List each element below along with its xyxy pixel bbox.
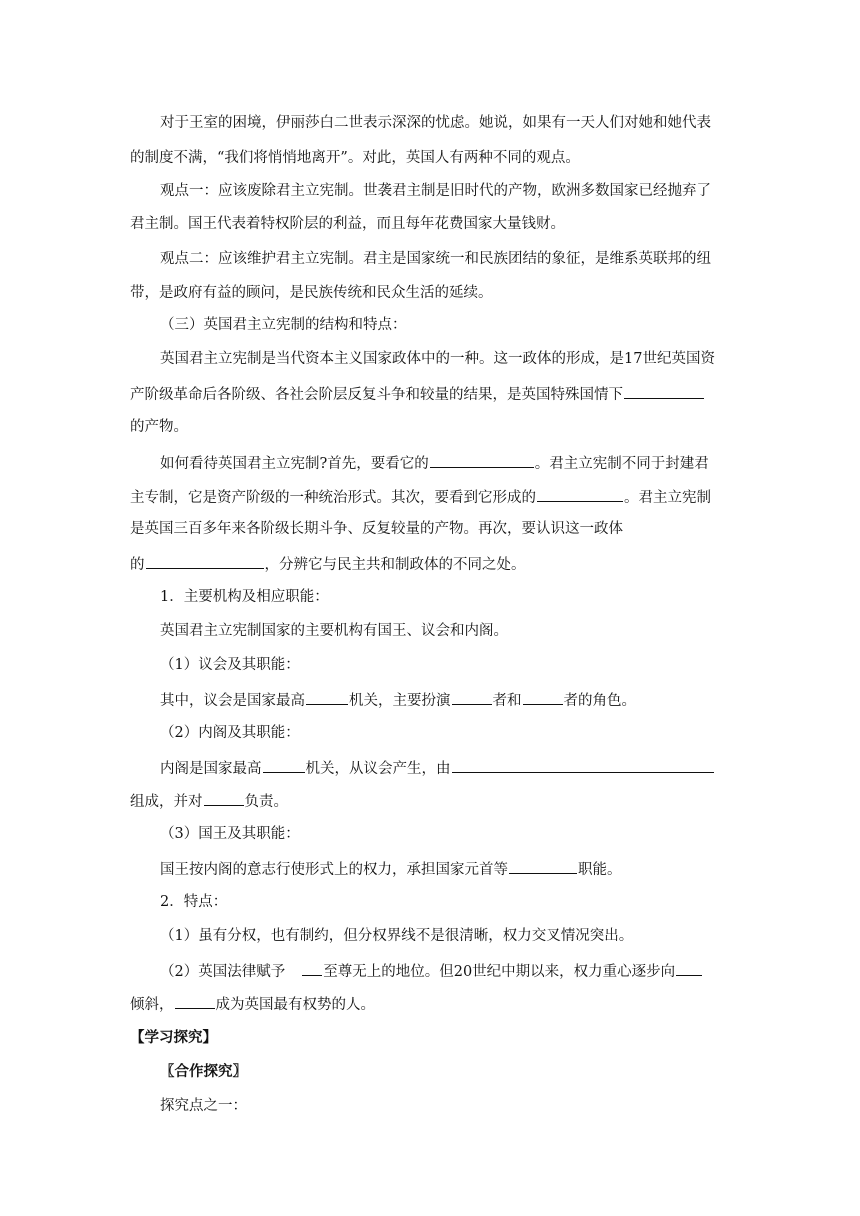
blank [452,689,492,705]
feature-2: （2）英国法律赋予 至尊无上的地位。但20世纪中期以来，权力重心逐步向 [160,960,860,982]
blank [430,452,534,468]
p2-line-3: 是英国三百多年来各阶级长期斗争、反复较量的产物。再次，要认识这一政体 [130,521,623,537]
p2-line-1: 如何看待英国君主立宪制?首先，要看它的 。君主立宪制不同于封建君 [160,452,860,474]
sub2-title: （2）内阁及其职能： [160,725,300,741]
sub2-text-2: 组成，并对 负责。 [130,790,860,812]
p2-line-2: 主专制，它是资产阶级的一种统治形式。其次，要看到它形成的 。君主立宪制 [130,486,860,508]
blank [676,960,702,976]
blank [204,790,244,806]
feature-1: （1）虽有分权，也有制约，但分权界线不是很清晰，权力交叉情况突出。 [160,928,634,944]
section-heading-cooperative: 〖合作探究〗 [160,1063,247,1080]
p1-line-2: 产阶级革命后各阶级、各社会阶层反复斗争和较量的结果，是英国特殊国情下 [130,383,860,405]
explore-point: 探究点之一： [160,1098,247,1114]
p2-line-4: 的 ，分辨它与民主共和制政体的不同之处。 [130,553,860,575]
view1-line-2: 君主制。国王代表着特权阶层的利益，而且每年花费国家大量钱财。 [130,216,565,232]
blank [146,553,264,569]
view2-line-1: 观点二：应该维护君主立宪制。君主是国家统一和民族团结的象征，是维系英联邦的纽 [160,251,711,267]
blank [523,689,563,705]
section3-title: （三）英国君主立宪制的结构和特点： [160,317,407,333]
blank [302,960,322,976]
intro-line-2: 的制度不满，“我们将悄悄地离开”。对此，英国人有两种不同的观点。 [130,150,580,166]
p1-line-3: 的产物。 [130,419,188,435]
sub1-title: （1）议会及其职能： [160,657,300,673]
view1-line-1: 观点一：应该废除君主立宪制。世袭君主制是旧时代的产物，欧洲多数国家已经抛弃了 [160,183,711,199]
sub3-text: 国王按内阁的意志行使形式上的权力，承担国家元首等 职能。 [160,858,860,880]
blank [509,858,577,874]
item1-title: 1．主要机构及相应职能： [160,589,329,605]
view2-line-2: 带，是政府有益的顾问，是民族传统和民众生活的延续。 [130,285,493,301]
intro-line-1: 对于王室的困境，伊丽莎白二世表示深深的忧虑。她说，如果有一天人们对她和她代表 [160,115,711,131]
blank [175,993,215,1009]
sub1-text: 其中，议会是国家最高 机关，主要扮演 者和 者的角色。 [160,689,860,711]
sub2-text: 内阁是国家最高 机关，从议会产生，由 [160,757,860,779]
item2-title: 2．特点： [160,894,228,910]
blank [263,757,305,773]
p1-line-1: 英国君主立宪制是当代资本主义国家政体中的一种。这一政体的形成，是17世纪英国资 [160,351,715,367]
section-heading-study: 【学习探究】 [130,1029,217,1046]
sub3-title: （3）国王及其职能： [160,826,300,842]
item1-text: 英国君主立宪制国家的主要机构有国王、议会和内阁。 [160,623,508,639]
blank [537,486,623,502]
blank [306,689,348,705]
blank [452,757,714,773]
feature-2-cont: 倾斜， 成为英国最有权势的人。 [130,993,860,1015]
blank [624,383,704,399]
